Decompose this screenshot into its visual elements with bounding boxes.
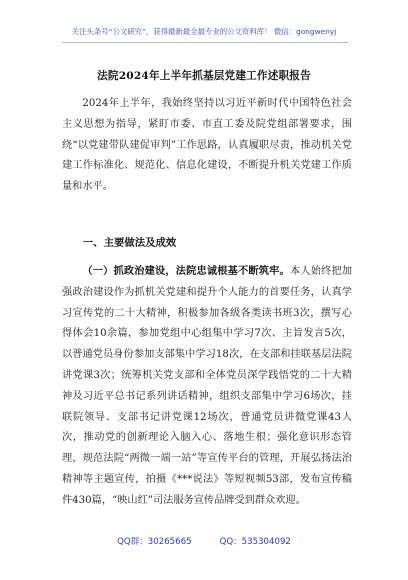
- qq-number: QQ：535304092: [219, 537, 291, 547]
- subsection-body: 本人始终把加强政治建设作为抓机关党建和提升个人能力的首要任务，认真学习宣传党的二十大精神，积极参加各级各类读书班3次，撰写心得体会10余篇，参加党组中心组集中学习7次、主旨发言5次，以普通党员身份参加支部集中学习18次，在支部和挂联基层法院讲党课3次；统筹机关党支部和全体党员深学践悟党的二十大精神及习近平总书记系列讲话精神，组织支部集中学习6场次，挂联院领导、支部书记讲党课12场次，普通党员讲微党课43人次，推动党的创新理论入脑入心、落地生根；强化意识形态管理，规范法院“两微一端一站”等宣传平台的管理，开展弘扬法治精神等主题宣传，拍摄《***说法》等短视频53部，发布宣传稿件430篇，“映山红”司法服务宣传品牌受到群众欢迎。: [62, 266, 353, 506]
- document-title: 法院2024年上半年抓基层党建工作述职报告: [97, 70, 311, 82]
- subsection-paragraph: [62, 262, 352, 512]
- subsection-heading: （一）抓政治建设，法院忠诚根基不断筑牢。: [82, 266, 290, 277]
- intro-paragraph: 2024年上半年，我始终坚持以习近平新时代中国特色社会主义思想为指导，紧盯市委、市直工委及院党组部署要求，围绕“以党建带队建促审判”工作思路，认真履职尽责，推动机关党建工作标准化、规范化、信息化建设，不断提升机关党建工作质量和水平。: [62, 98, 352, 193]
- header-banner: 关注头条号“公文研究”，获得最新最全最专业的公文资料库！ 微信：gongwenyj: [71, 27, 337, 36]
- footer-contact: [0, 535, 408, 547]
- header-divider: [62, 42, 348, 43]
- qq-group-number: QQ群：30265665: [117, 537, 192, 547]
- section-heading: 一、主要做法及成效: [82, 237, 177, 249]
